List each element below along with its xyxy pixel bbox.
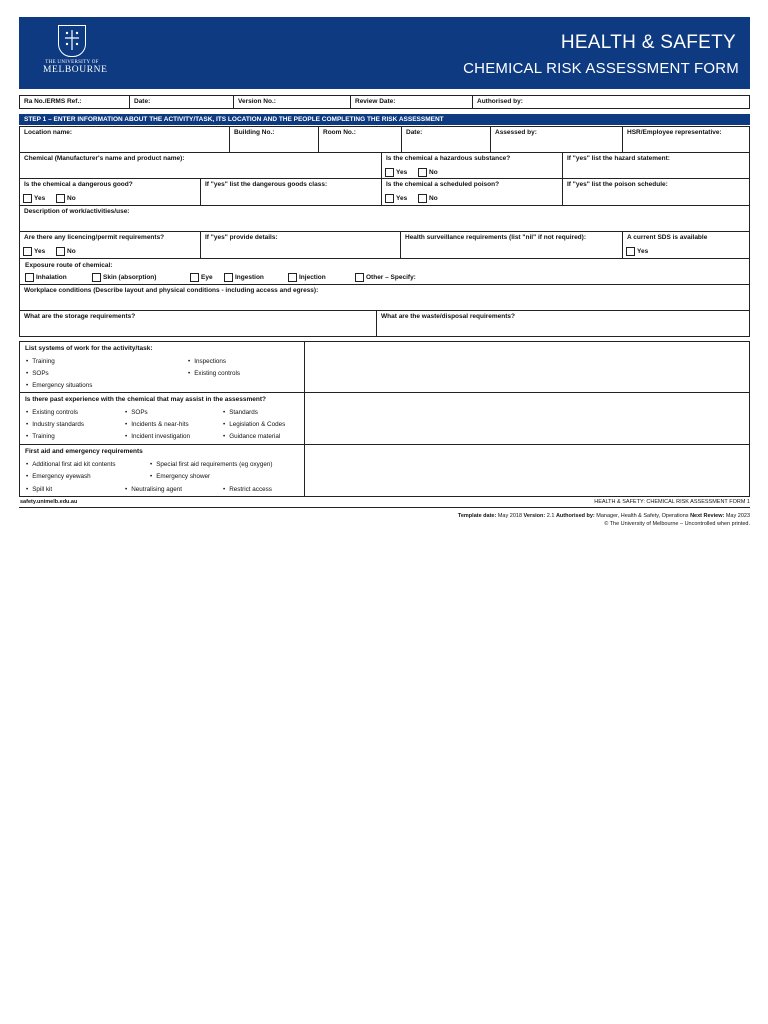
hsr-field[interactable]: HSR/Employee representative:	[627, 129, 722, 136]
authorised-by-field[interactable]: Authorised by:	[477, 98, 523, 105]
location-name-field[interactable]: Location name:	[20, 127, 230, 152]
list-item: • Guidance material	[223, 433, 280, 440]
checkbox-icon[interactable]	[92, 273, 101, 282]
footer-meta-line	[458, 512, 750, 520]
dangerous-goods-row	[19, 179, 750, 206]
list-item: • Incidents & near-hits	[125, 421, 189, 428]
list-item: • Special first aid requirements (eg oxygen)	[150, 461, 272, 468]
crest-icon	[58, 25, 86, 57]
ra-no-field[interactable]: Ra No./ERMS Ref.:	[20, 96, 130, 108]
room-no-field[interactable]: Room No.:	[319, 127, 402, 152]
systems-of-work-prompt	[20, 342, 305, 392]
list-item: • Industry standards	[26, 421, 84, 428]
licencing-question	[20, 232, 201, 258]
waste-disposal-field[interactable]: What are the waste/disposal requirements?	[381, 313, 516, 320]
sds-question	[623, 232, 749, 258]
chemical-name-field[interactable]: Chemical (Manufacturer's name and product name):	[20, 153, 382, 178]
logo-big-text: MELBOURNE	[43, 65, 108, 75]
no-label: No	[429, 169, 438, 177]
scheduled-poison-question	[382, 179, 563, 205]
list-item: • Existing controls	[26, 409, 78, 416]
next-review-label: Next Review:	[690, 513, 725, 519]
building-no-field[interactable]: Building No.:	[230, 127, 319, 152]
assessed-by-field[interactable]: Assessed by:	[491, 127, 623, 152]
list-item: • Existing controls	[188, 370, 240, 377]
list-item: • SOPs	[125, 409, 148, 416]
list-item: • Training	[26, 433, 55, 440]
list-item: • Spill kit	[26, 486, 52, 493]
exposure-inhalation-option[interactable]	[25, 273, 67, 282]
checkbox-icon[interactable]	[23, 247, 32, 256]
list-item: • Inspections	[188, 358, 226, 365]
past-experience-section	[19, 393, 750, 445]
next-review-value: May 2023	[725, 513, 750, 519]
hazard-statement-field[interactable]: If "yes" list the hazard statement:	[567, 155, 670, 162]
checkbox-icon[interactable]	[25, 273, 34, 282]
past-experience-prompt	[20, 393, 305, 444]
exposure-label: Exposure route of chemical:	[25, 262, 113, 269]
list-item: • Emergency eyewash	[26, 473, 91, 480]
route-label: Ingestion	[235, 274, 264, 282]
yes-label: Yes	[34, 248, 46, 256]
version-field[interactable]: Version No.:	[234, 96, 351, 108]
page-title: HEALTH & SAFETY	[560, 32, 736, 53]
logo-small-text: THE UNIVERSITY OF	[45, 60, 99, 65]
list-item: • SOPs	[26, 370, 49, 377]
location-date-field[interactable]: Date:	[402, 127, 491, 152]
licencing-yes-option[interactable]	[23, 247, 45, 256]
list-item: • Legislation & Codes	[223, 421, 285, 428]
dangerous-good-question	[20, 179, 201, 205]
systems-title: List systems of work for the activity/task:	[25, 345, 153, 352]
first-aid-input[interactable]	[305, 445, 749, 496]
first-aid-prompt	[20, 445, 305, 496]
list-item: • Incident investigation	[125, 433, 190, 440]
licencing-row	[19, 232, 750, 259]
checkbox-icon[interactable]	[224, 273, 233, 282]
hazardous-yes-option[interactable]	[385, 168, 407, 177]
checkbox-icon[interactable]	[288, 273, 297, 282]
location-row	[19, 126, 750, 153]
description-row	[19, 206, 750, 232]
checkbox-icon[interactable]	[385, 194, 394, 203]
first-aid-section	[19, 445, 750, 497]
route-label: Inhalation	[36, 274, 67, 282]
hazardous-label: Is the chemical a hazardous substance?	[386, 155, 511, 162]
scheduled-yes-option[interactable]	[385, 194, 407, 203]
sds-label: A current SDS is available	[627, 234, 708, 241]
sds-yes-option[interactable]	[626, 247, 648, 256]
university-logo	[43, 23, 108, 85]
chemical-row	[19, 153, 750, 179]
dg-class-field[interactable]: If "yes" list the dangerous goods class:	[201, 179, 382, 205]
list-item: • Additional first aid kit contents	[26, 461, 116, 468]
page-subtitle: CHEMICAL RISK ASSESSMENT FORM	[463, 60, 739, 77]
checkbox-icon[interactable]	[418, 168, 427, 177]
route-label: Eye	[201, 274, 213, 282]
footer-site-link[interactable]: safety.unimelb.edu.au	[20, 499, 78, 505]
footer-form-name: HEALTH & SAFETY: CHEMICAL RISK ASSESSMENT FORM 1	[594, 499, 750, 505]
page-header	[19, 17, 750, 89]
yes-label: Yes	[396, 195, 408, 203]
footer-divider	[19, 507, 750, 508]
version-label: Version:	[523, 513, 546, 519]
hazardous-no-option[interactable]	[418, 168, 438, 177]
no-label: No	[67, 195, 76, 203]
yes-label: Yes	[396, 169, 408, 177]
storage-field[interactable]: What are the storage requirements?	[20, 311, 377, 336]
template-date-value: May 2018	[497, 513, 522, 519]
list-item: • Standards	[223, 409, 258, 416]
storage-row	[19, 311, 750, 337]
exposure-ingestion-option[interactable]	[224, 273, 264, 282]
dangerous-label: Is the chemical a dangerous good?	[24, 181, 133, 188]
exposure-injection-option[interactable]	[288, 273, 326, 282]
dangerous-no-option[interactable]	[56, 194, 76, 203]
checkbox-icon[interactable]	[626, 247, 635, 256]
checkbox-icon[interactable]	[23, 194, 32, 203]
list-item: • Emergency shower	[150, 473, 210, 480]
checkbox-icon[interactable]	[385, 168, 394, 177]
step1-header: STEP 1 – ENTER INFORMATION ABOUT THE ACTIVITY/TASK, ITS LOCATION AND THE PEOPLE COMPLETING THE RISK ASSESSMENT	[19, 114, 750, 125]
copyright-notice: © The University of Melbourne – Uncontrolled when printed.	[604, 521, 750, 527]
exposure-eye-option[interactable]	[190, 273, 213, 282]
checkbox-icon[interactable]	[56, 247, 65, 256]
exposure-other-option[interactable]	[355, 273, 416, 282]
review-date-field[interactable]: Review Date:	[351, 96, 473, 108]
first-aid-title: First aid and emergency requirements	[25, 448, 143, 455]
checkbox-icon[interactable]	[418, 194, 427, 203]
template-date-label: Template date:	[457, 513, 497, 519]
health-surveillance-field[interactable]: Health surveillance requirements (list "nil" if not required):	[401, 232, 623, 258]
licencing-details-field[interactable]: If "yes" provide details:	[201, 232, 401, 258]
systems-of-work-section	[19, 341, 750, 393]
authorised-label: Authorised by:	[555, 513, 595, 519]
reference-row	[19, 95, 750, 109]
licencing-no-option[interactable]	[56, 247, 76, 256]
route-label: Other – Specify:	[366, 274, 416, 282]
description-field[interactable]: Description of work/activities/use:	[24, 208, 130, 215]
list-item: • Neutralising agent	[125, 486, 182, 493]
workplace-conditions-field[interactable]: Workplace conditions (Describe layout and physical conditions - including access and egress):	[24, 287, 319, 294]
list-item: • Training	[26, 358, 55, 365]
dangerous-yes-option[interactable]	[23, 194, 45, 203]
no-label: No	[429, 195, 438, 203]
systems-of-work-input[interactable]	[305, 342, 749, 392]
scheduled-no-option[interactable]	[418, 194, 438, 203]
exposure-skin-option[interactable]	[92, 273, 156, 282]
no-label: No	[67, 248, 76, 256]
authorised-value: Manager, Health & Safety, Operations	[596, 513, 689, 519]
exposure-row	[19, 259, 750, 285]
yes-label: Yes	[637, 248, 649, 256]
list-item: • Restrict access	[223, 486, 272, 493]
checkbox-icon[interactable]	[355, 273, 364, 282]
route-label: Skin (absorption)	[103, 274, 157, 282]
list-item: • Emergency situations	[26, 382, 92, 389]
version-value: 2.1	[546, 513, 555, 519]
experience-title: Is there past experience with the chemical that may assist in the assessment?	[25, 396, 266, 403]
past-experience-input[interactable]	[305, 393, 749, 444]
ref-date-field[interactable]: Date:	[130, 96, 234, 108]
yes-label: Yes	[34, 195, 46, 203]
footer-meta	[458, 512, 750, 528]
hazardous-substance-question	[382, 153, 563, 178]
licencing-label: Are there any licencing/permit requirements?	[24, 234, 165, 241]
poison-schedule-field[interactable]: If "yes" list the poison schedule:	[567, 181, 668, 188]
checkbox-icon[interactable]	[190, 273, 199, 282]
scheduled-label: Is the chemical a scheduled poison?	[386, 181, 500, 188]
route-label: Injection	[299, 274, 326, 282]
checkbox-icon[interactable]	[56, 194, 65, 203]
workplace-row	[19, 285, 750, 311]
